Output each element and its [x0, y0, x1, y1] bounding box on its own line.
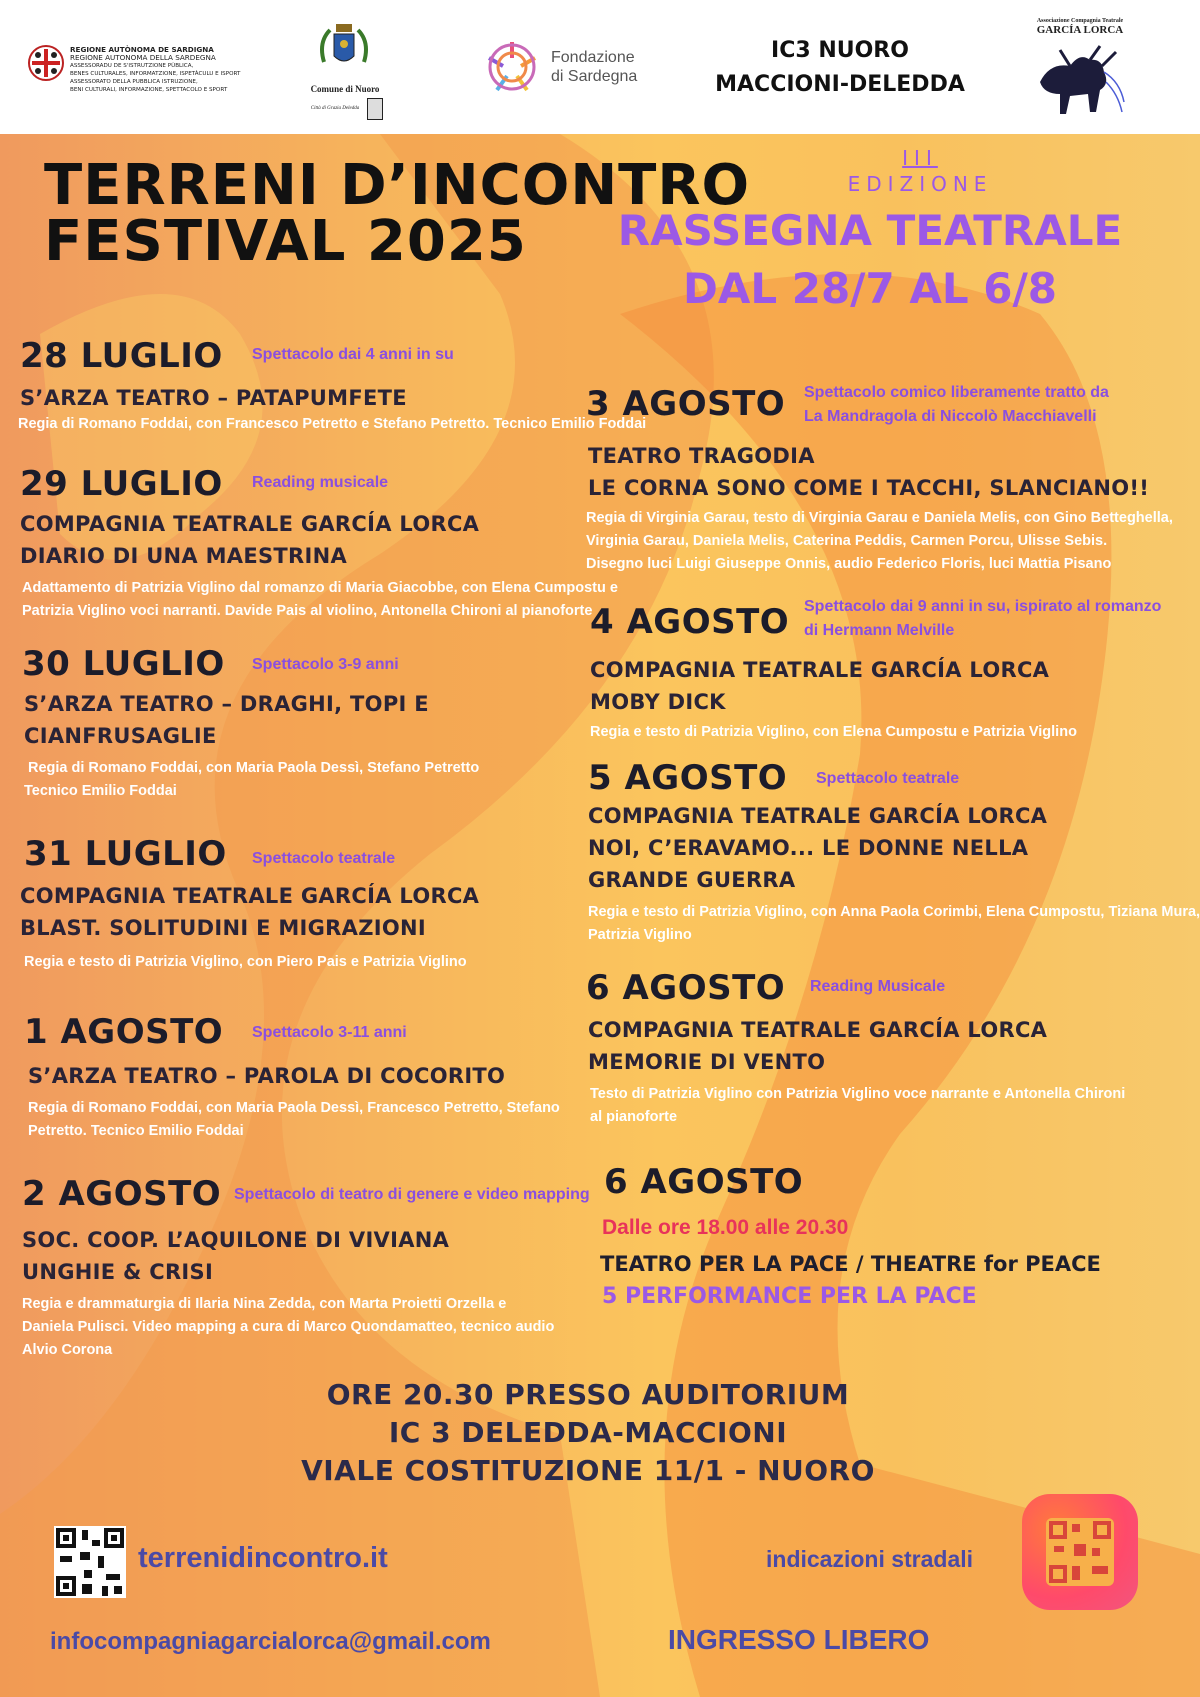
event-credits: Regia di Romano Foddai, con Maria Paola Dessì, Francesco Petretto, Stefano — [28, 1100, 560, 1116]
event-show-title: S’ARZA TEATRO – DRAGHI, TOPI E — [24, 692, 429, 716]
deledda-portrait-icon — [367, 98, 383, 120]
event-tag: La Mandragola di Niccolò Macchiavelli — [804, 408, 1097, 425]
event-show-title: SOC. COOP. L’AQUILONE DI VIVIANA — [22, 1228, 450, 1252]
fondazione-logo — [483, 38, 663, 98]
event-credits: Regia e drammaturgia di Ilaria Nina Zedda, con Marta Proietti Orzella e — [22, 1296, 507, 1312]
event-show-title: CIANFRUSAGLIE — [24, 724, 217, 748]
directions-qr-frame[interactable] — [1022, 1494, 1138, 1610]
venue-line-3: VIALE COSTITUZIONE 11/1 - NUORO — [301, 1454, 875, 1487]
event-date: 2 AGOSTO — [22, 1174, 222, 1214]
directions-label: indicazioni stradali — [766, 1546, 974, 1572]
contact-email[interactable]: infocompagniagarcialorca@gmail.com — [50, 1628, 491, 1655]
website-qr-code[interactable] — [54, 1526, 126, 1598]
poster-body — [0, 134, 1200, 1697]
event-credits: Regia di Virginia Garau, testo di Virginia Garau e Daniela Melis, con Gino Betteghella, — [586, 510, 1173, 526]
region-dept-sardinian-2: BENES CULTURALES, INFORMATZIONE, ISPETÀCULU E ISPORT — [70, 71, 241, 77]
event-tag: di Hermann Melville — [804, 622, 955, 639]
event-show-title: COMPAGNIA TEATRALE GARCÍA LORCA — [590, 658, 1050, 682]
event-date: 1 AGOSTO — [24, 1012, 224, 1052]
event-date: 4 AGOSTO — [590, 602, 790, 642]
school-name — [690, 34, 990, 102]
region-name-sardinian: REGIONE AUTÒNOMA DE SARDIGNA — [70, 45, 214, 54]
event-credits: Patrizia Viglino — [588, 927, 692, 943]
event-credits: Petretto. Tecnico Emilio Foddai — [28, 1123, 244, 1139]
event-tag: Spettacolo 3-9 anni — [252, 656, 399, 673]
event-credits: Patrizia Viglino voci narranti. Davide Pais al violino, Antonella Chironi al pianoforte — [22, 603, 593, 619]
fondazione-name: Fondazione — [551, 49, 635, 66]
directions-qr-code[interactable] — [1046, 1518, 1114, 1586]
event-date: 3 AGOSTO — [586, 384, 786, 424]
event-tag: Spettacolo di teatro di genere e video mapping — [234, 1186, 590, 1203]
event-credits: Regia e testo di Patrizia Viglino, con Piero Pais e Patrizia Viglino — [24, 954, 467, 970]
event-credits: Daniela Pulisci. Video mapping a cura di Marco Quondamatteo, tecnico audio — [22, 1319, 555, 1335]
region-dept-sardinian: ASSESSORADU DE S'ISTRUTZIONE PÙBLICA, — [70, 63, 194, 69]
event-show-title: COMPAGNIA TEATRALE GARCÍA LORCA — [588, 1018, 1048, 1042]
event-tag: Spettacolo teatrale — [816, 770, 960, 787]
event-show-title: DIARIO DI UNA MAESTRINA — [20, 544, 348, 568]
event-credits: Virginia Garau, Daniela Melis, Caterina Peddis, Carmen Porcu, Ulisse Sebis. — [586, 533, 1108, 549]
event-show-title: COMPAGNIA TEATRALE GARCÍA LORCA — [588, 804, 1048, 828]
school-line-2: MACCIONI-DELEDDA — [715, 72, 965, 97]
event-credits: Alvio Corona — [22, 1342, 113, 1358]
school-line-1: IC3 NUORO — [771, 38, 909, 63]
event-credits: Regia e testo di Patrizia Viglino, con Anna Paola Corimbi, Elena Cumpostu, Tiziana Mura, — [588, 904, 1200, 920]
event-tag: Spettacolo dai 4 anni in su — [252, 346, 454, 363]
event-tag: Spettacolo comico liberamente tratto da — [804, 384, 1109, 401]
special-event-date: 6 AGOSTO — [604, 1162, 804, 1202]
event-tag: Spettacolo teatrale — [252, 850, 396, 867]
event-credits: Regia e testo di Patrizia Viglino, con Elena Cumpostu e Patrizia Viglino — [590, 724, 1077, 740]
nuoro-motto: Città di Grazia Deledda — [310, 106, 360, 111]
nuoro-name: Comune di Nuoro — [310, 84, 380, 94]
edition-number: III — [902, 146, 938, 170]
lorca-name: GARCÍA LORCA — [1036, 24, 1124, 36]
event-date: 31 LUGLIO — [24, 834, 227, 874]
event-show-title: UNGHIE & CRISI — [22, 1260, 214, 1284]
fondazione-star-icon — [483, 38, 541, 96]
event-date: 30 LUGLIO — [22, 644, 225, 684]
event-show-title: S’ARZA TEATRO – PAROLA DI COCORITO — [28, 1064, 506, 1088]
special-event-title: TEATRO PER LA PACE / THEATRE for PEACE — [600, 1252, 1101, 1276]
event-show-title: NOI, C’ERAVAMO... LE DONNE NELLA — [588, 836, 1029, 860]
special-event-subtitle: 5 PERFORMANCE PER LA PACE — [602, 1284, 977, 1309]
bull-figure-icon — [1030, 42, 1130, 118]
event-credits: Testo di Patrizia Viglino con Patrizia Viglino voce narrante e Antonella Chironi — [590, 1086, 1126, 1102]
event-credits: Adattamento di Patrizia Viglino dal romanzo di Maria Giacobbe, con Elena Cumpostu e — [22, 580, 618, 596]
region-dept-italian: ASSESSORATO DELLA PUBBLICA ISTRUZIONE, — [70, 79, 198, 85]
event-tag: Spettacolo dai 9 anni in su, ispirato al romanzo — [804, 598, 1162, 615]
event-date: 5 AGOSTO — [588, 758, 788, 798]
edition-label: EDIZIONE — [847, 172, 993, 196]
rassegna-teatrale: RASSEGNA TEATRALE — [617, 206, 1123, 255]
event-show-title: TEATRO TRAGODIA — [588, 444, 815, 468]
festival-title-line-2: FESTIVAL 2025 — [44, 209, 527, 274]
event-show-title: MOBY DICK — [590, 690, 726, 714]
region-name-italian: REGIONE AUTONOMA DELLA SARDEGNA — [70, 53, 216, 62]
website-link[interactable]: terrenidincontro.it — [138, 1542, 388, 1574]
event-credits: Regia di Romano Foddai, con Francesco Petretto e Stefano Petretto. Tecnico Emilio Foddai — [18, 416, 647, 432]
event-tag: Spettacolo 3-11 anni — [252, 1024, 407, 1041]
event-show-title: BLAST. SOLITUDINI E MIGRAZIONI — [20, 916, 426, 940]
event-credits: Tecnico Emilio Foddai — [24, 783, 177, 799]
event-date: 6 AGOSTO — [586, 968, 786, 1008]
event-date: 28 LUGLIO — [20, 336, 223, 376]
event-tag: Reading musicale — [252, 474, 389, 491]
festival-dates: DAL 28/7 AL 6/8 — [682, 264, 1058, 313]
event-credits: Regia di Romano Foddai, con Maria Paola Dessì, Stefano Petretto — [28, 760, 480, 776]
region-dept-italian-2: BENI CULTURALI, INFORMAZIONE, SPETTACOLO E SPORT — [70, 87, 228, 93]
event-show-title: COMPAGNIA TEATRALE GARCÍA LORCA — [20, 512, 480, 536]
free-entry-label: INGRESSO LIBERO — [668, 1624, 930, 1655]
event-show-title: MEMORIE DI VENTO — [588, 1050, 826, 1074]
venue-line-2: IC 3 DELEDDA-MACCIONI — [388, 1416, 788, 1449]
region-logo — [28, 42, 241, 93]
venue-line-1: ORE 20.30 PRESSO AUDITORIUM — [326, 1378, 850, 1411]
garcia-lorca-logo — [1020, 18, 1140, 118]
event-tag: Reading Musicale — [810, 978, 946, 995]
event-credits: Disegno luci Luigi Giuseppe Onnis, audio Federico Floris, luci Mattia Pisano — [586, 556, 1112, 572]
event-show-title: LE CORNA SONO COME I TACCHI, SLANCIANO!! — [588, 476, 1150, 500]
event-show-title: S’ARZA TEATRO – PATAPUMFETE — [20, 386, 407, 410]
nuoro-logo — [300, 22, 390, 122]
event-show-title: GRANDE GUERRA — [588, 868, 796, 892]
nuoro-crest-icon — [316, 22, 372, 84]
festival-title-line-1: TERRENI D’INCONTRO — [44, 153, 751, 218]
lorca-association-label: Associazione Compagnia Teatrale — [1036, 18, 1124, 24]
logo-header — [0, 0, 1200, 134]
fondazione-region: di Sardegna — [551, 68, 638, 85]
special-event-time: Dalle ore 18.00 alle 20.30 — [602, 1216, 849, 1239]
event-credits: al pianoforte — [590, 1109, 678, 1125]
sardinia-coat-of-arms-icon — [28, 44, 64, 82]
event-date: 29 LUGLIO — [20, 464, 223, 504]
event-show-title: COMPAGNIA TEATRALE GARCÍA LORCA — [20, 884, 480, 908]
